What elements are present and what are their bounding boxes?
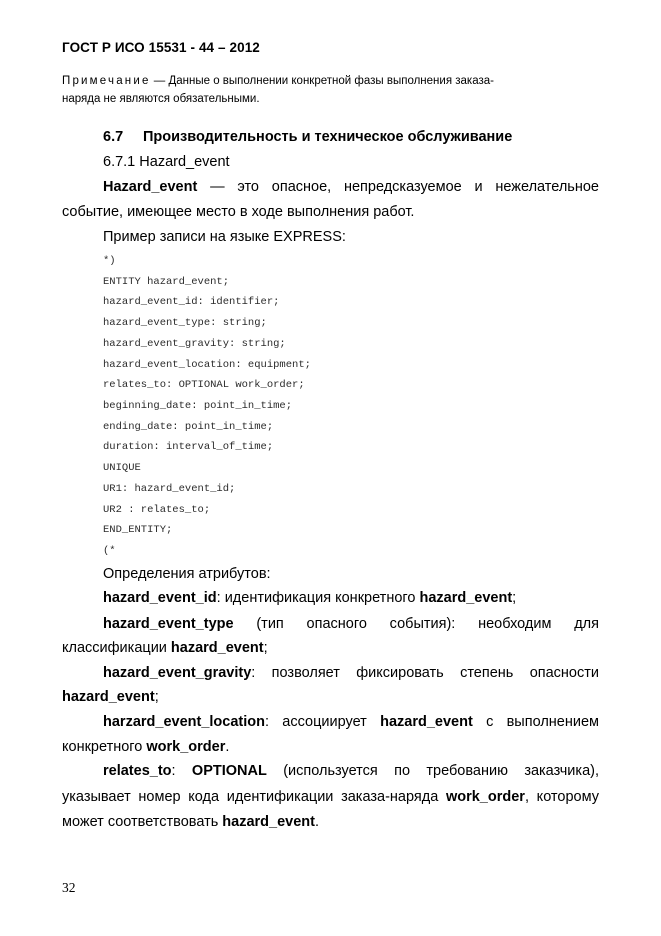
example-label: Пример записи на языке EXPRESS: [103, 229, 346, 245]
attribute-optional: OPTIONAL [191, 763, 267, 779]
attribute-hazard-event-type [103, 616, 599, 632]
note-line-2: наряда не являются обязательными. [62, 93, 260, 105]
attribute-text: (тип опасного события): необходим для [233, 616, 599, 632]
code-line: UR2 : relates_to; [103, 504, 211, 516]
attribute-end: . [225, 739, 230, 755]
definition-line-1 [103, 179, 599, 195]
attribute-ref: work_order [445, 789, 525, 805]
code-line: ending_date: point_in_time; [103, 421, 274, 433]
attribute-ref: work_order [146, 739, 226, 755]
attribute-end: . [314, 814, 320, 830]
attribute-term: relates_to [103, 763, 172, 779]
code-line: *) [103, 255, 116, 267]
section-number: 6.7 [103, 129, 124, 145]
code-line: hazard_event_type: string; [103, 317, 267, 329]
attribute-relates-to-line-2 [62, 789, 599, 805]
note-line-1 [62, 75, 599, 89]
attribute-term: hazard_event_gravity [103, 665, 252, 681]
attribute-term: harzard_event_location [103, 714, 265, 730]
attribute-end: ; [263, 640, 268, 656]
definition-text-1: — это опасное, непредсказуемое и нежелательное [197, 179, 599, 195]
subsection-title: 6.7.1 Hazard_event [103, 154, 230, 170]
code-line: beginning_date: point_in_time; [103, 400, 293, 412]
attribute-text: может соответствовать [62, 814, 223, 830]
code-line: UNIQUE [103, 462, 141, 474]
document-header: ГОСТ Р ИСО 15531 - 44 – 2012 [62, 40, 260, 55]
attribute-end: ; [512, 590, 517, 606]
attribute-text: с выполнением [472, 714, 599, 730]
attribute-ref: hazard_event [62, 689, 155, 705]
code-line: hazard_event_gravity: string; [103, 338, 286, 350]
definition-line-2: событие, имеющее место в ходе выполнения работ. [62, 204, 415, 220]
page-number: 32 [62, 880, 76, 895]
attribute-text: указывает номер кода идентификации заказа-наряда [62, 789, 446, 805]
code-line: relates_to: OPTIONAL work_order; [103, 379, 305, 391]
attribute-text: (используется по требованию заказчика), [266, 763, 599, 779]
attribute-hazard-event-gravity [103, 665, 599, 681]
attribute-hazard-event-id [103, 590, 516, 606]
definition-term: Hazard_event [103, 179, 198, 195]
note-text-1: — Данные о выполнении конкретной фазы выполнения заказа- [150, 75, 494, 87]
code-line: hazard_event_id: identifier; [103, 296, 280, 308]
attribute-text: классификации [62, 640, 171, 656]
attribute-term: hazard_event_id [103, 590, 217, 606]
attribute-ref: hazard_event [170, 640, 264, 656]
note-lead: Примечание [62, 75, 151, 87]
attribute-ref: hazard_event [222, 814, 315, 830]
code-line: duration: interval_of_time; [103, 441, 274, 453]
code-line: ENTITY hazard_event; [103, 276, 230, 288]
attribute-hazard-event-location-line-2 [62, 739, 229, 755]
attribute-hazard-event-location [103, 714, 599, 730]
attribute-relates-to [103, 763, 599, 779]
code-line: (* [103, 545, 116, 557]
code-line: hazard_event_location: equipment; [103, 359, 311, 371]
attribute-text: : идентификация конкретного [216, 590, 420, 606]
code-line: UR1: hazard_event_id; [103, 483, 236, 495]
attribute-hazard-event-type-line-2 [62, 640, 268, 656]
attribute-text: : ассоциирует [264, 714, 381, 730]
attribute-text: : позволяет фиксировать степень опасности [251, 665, 599, 681]
attribute-text: , которому [524, 789, 599, 805]
section-title: Производительность и техническое обслуживание [143, 129, 513, 145]
attribute-term: hazard_event_type [103, 616, 234, 632]
attribute-relates-to-line-3 [62, 814, 319, 830]
attributes-label: Определения атрибутов: [103, 566, 271, 582]
attribute-text: : [171, 763, 192, 779]
code-line: END_ENTITY; [103, 524, 173, 536]
attribute-text: конкретного [62, 739, 147, 755]
attribute-ref: hazard_event [419, 590, 513, 606]
attribute-ref: hazard_event [380, 714, 473, 730]
attribute-hazard-event-gravity-line-2 [62, 689, 159, 705]
attribute-end: ; [154, 689, 159, 705]
